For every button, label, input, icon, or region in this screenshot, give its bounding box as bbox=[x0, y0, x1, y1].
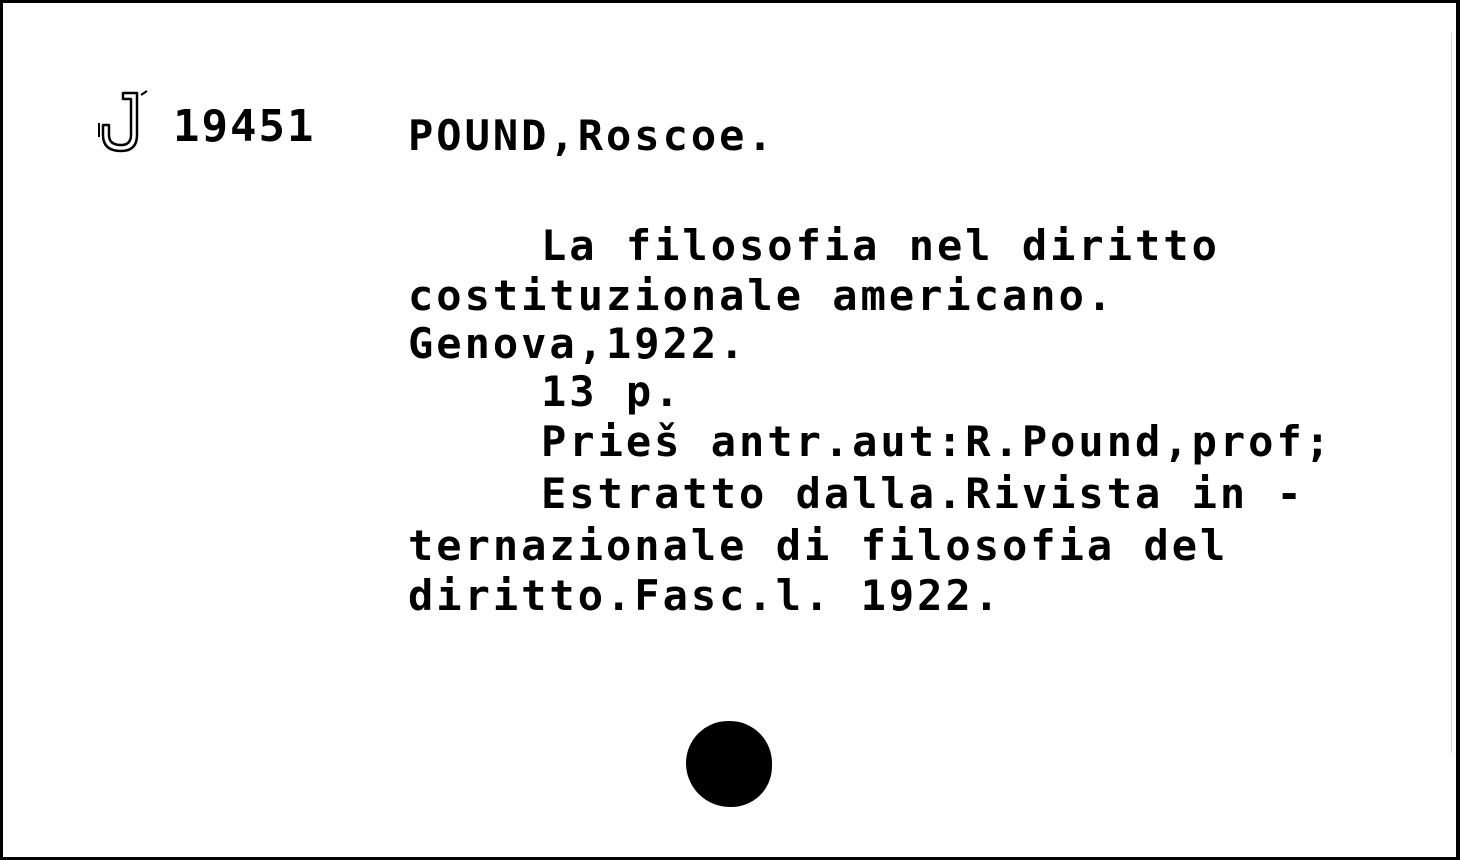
heading-author: POUND,Roscoe. bbox=[408, 111, 776, 160]
note-author-line: Prieš antr.aut:R.Pound,prof; bbox=[541, 417, 1334, 466]
imprint: Genova,1922. bbox=[408, 319, 748, 368]
punch-hole bbox=[686, 721, 772, 807]
collation-pages: 13 p. bbox=[541, 367, 683, 416]
call-number: 19451 bbox=[173, 101, 316, 152]
title-line-1: La filosofia nel diritto bbox=[541, 221, 1220, 270]
note-extract-line-2: ternazionale di filosofia del bbox=[408, 521, 1229, 570]
note-extract-line-1: Estratto dalla.Rivista in - bbox=[541, 469, 1305, 518]
scan-edge-mark bbox=[1451, 33, 1452, 753]
letter-j-stamp-icon bbox=[91, 87, 153, 157]
note-extract-line-3: diritto.Fasc.l. 1922. bbox=[408, 571, 1003, 620]
title-line-2: costituzionale americano. bbox=[408, 271, 1116, 320]
